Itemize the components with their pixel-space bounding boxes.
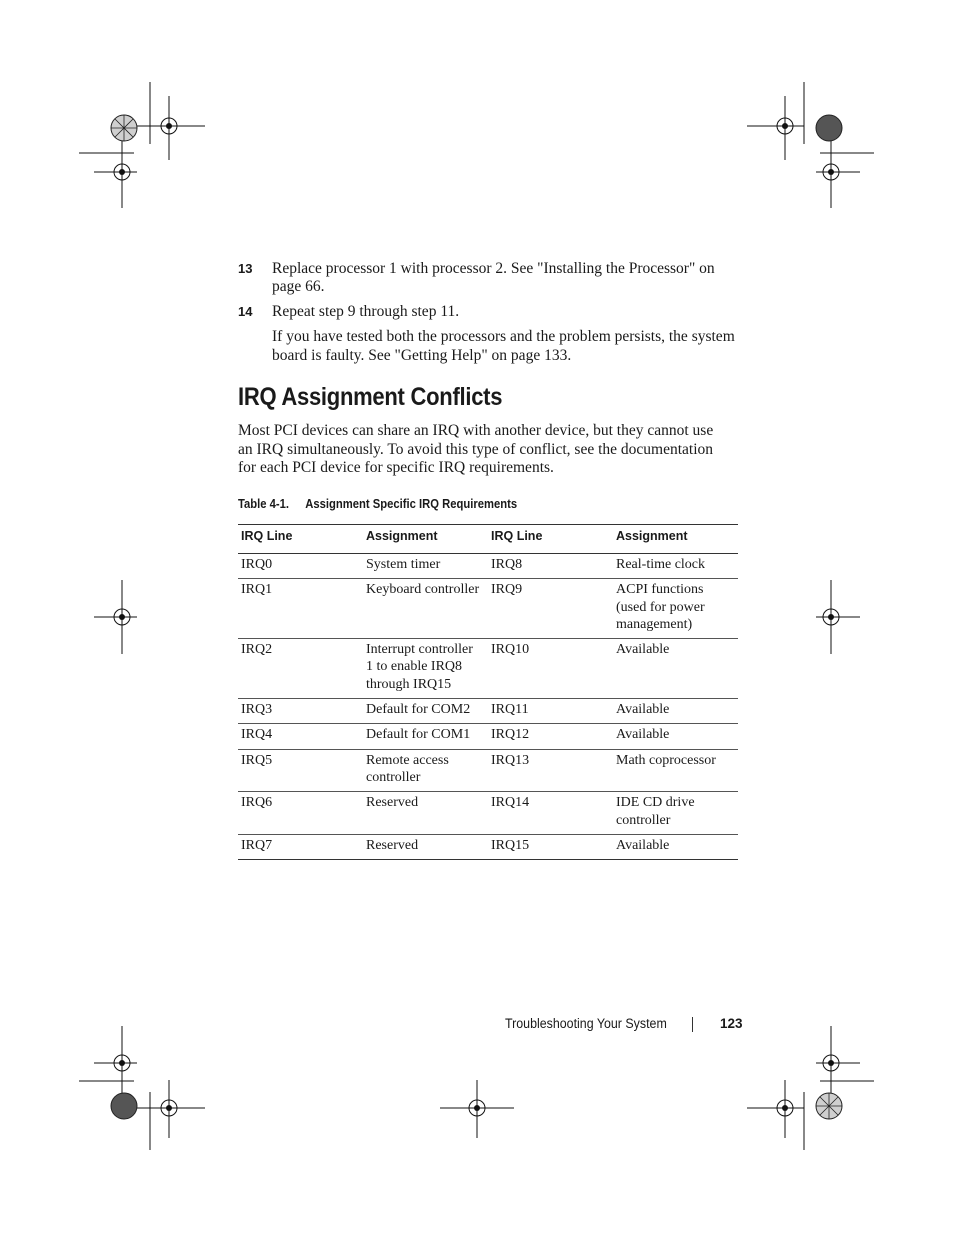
table-row	[238, 554, 738, 579]
table-cell: IRQ11	[488, 699, 613, 724]
table-cell: Available	[613, 834, 738, 859]
table-cell: IRQ7	[238, 834, 363, 859]
table-row	[238, 749, 738, 792]
column-header: IRQ Line	[238, 525, 363, 554]
table-cell: IDE CD drive controller	[613, 792, 738, 835]
table-caption	[238, 497, 517, 511]
table-header-row	[238, 525, 738, 554]
table-cell: IRQ5	[238, 749, 363, 792]
page-number: 123	[720, 1016, 743, 1031]
step-14-note: If you have tested both the processors and the problem persists, the system board is faulty. See "Getting Help" on page 133.	[272, 328, 735, 364]
step-number: 13	[238, 261, 253, 276]
table-row	[238, 699, 738, 724]
table-cell: Default for COM2	[363, 699, 488, 724]
table-cell: Remote access controller	[363, 749, 488, 792]
table-cell: IRQ0	[238, 554, 363, 579]
table-row	[238, 579, 738, 639]
footer-separator	[692, 1017, 693, 1032]
table-cell: IRQ10	[488, 639, 613, 699]
table-cell: IRQ9	[488, 579, 613, 639]
irq-table	[238, 524, 738, 860]
table-caption-label: Table 4-1.	[238, 497, 290, 511]
table-cell: IRQ12	[488, 724, 613, 749]
table-cell: IRQ3	[238, 699, 363, 724]
table-cell: Math coprocessor	[613, 749, 738, 792]
table-cell: IRQ14	[488, 792, 613, 835]
step-text: Repeat step 9 through step 11.	[272, 303, 460, 320]
intro-paragraph: Most PCI devices can share an IRQ with another device, but they cannot use an IRQ simultaneously. To avoid this type of conflict, see the documentation for each PCI device for specific IRQ requirements.	[238, 422, 714, 476]
footer-section-title: Troubleshooting Your System	[505, 1016, 667, 1031]
table-cell: IRQ4	[238, 724, 363, 749]
table-cell: IRQ8	[488, 554, 613, 579]
table-cell: IRQ13	[488, 749, 613, 792]
column-header: Assignment	[613, 525, 738, 554]
table-caption-title: Assignment Specific IRQ Requirements	[305, 497, 518, 511]
table-cell: IRQ2	[238, 639, 363, 699]
table-cell: Available	[613, 699, 738, 724]
table-cell: IRQ15	[488, 834, 613, 859]
table-cell: Real-time clock	[613, 554, 738, 579]
table-cell: Available	[613, 639, 738, 699]
table-cell: ACPI functions (used for power management)	[613, 579, 738, 639]
table-cell: Keyboard controller	[363, 579, 488, 639]
step-text: Replace processor 1 with processor 2. See "Installing the Processor" on page 66.	[272, 260, 715, 295]
table-cell: IRQ6	[238, 792, 363, 835]
table-cell: IRQ1	[238, 579, 363, 639]
table-cell: System timer	[363, 554, 488, 579]
table-cell: Reserved	[363, 792, 488, 835]
table-row	[238, 639, 738, 699]
column-header: IRQ Line	[488, 525, 613, 554]
table-row	[238, 724, 738, 749]
column-header: Assignment	[363, 525, 488, 554]
table-cell: Default for COM1	[363, 724, 488, 749]
table-cell: Available	[613, 724, 738, 749]
table-cell: Interrupt controller 1 to enable IRQ8 through IRQ15	[363, 639, 488, 699]
table-row	[238, 792, 738, 835]
table-cell: Reserved	[363, 834, 488, 859]
step-number: 14	[238, 304, 253, 319]
section-heading: IRQ Assignment Conflicts	[238, 383, 503, 411]
table-row	[238, 834, 738, 859]
